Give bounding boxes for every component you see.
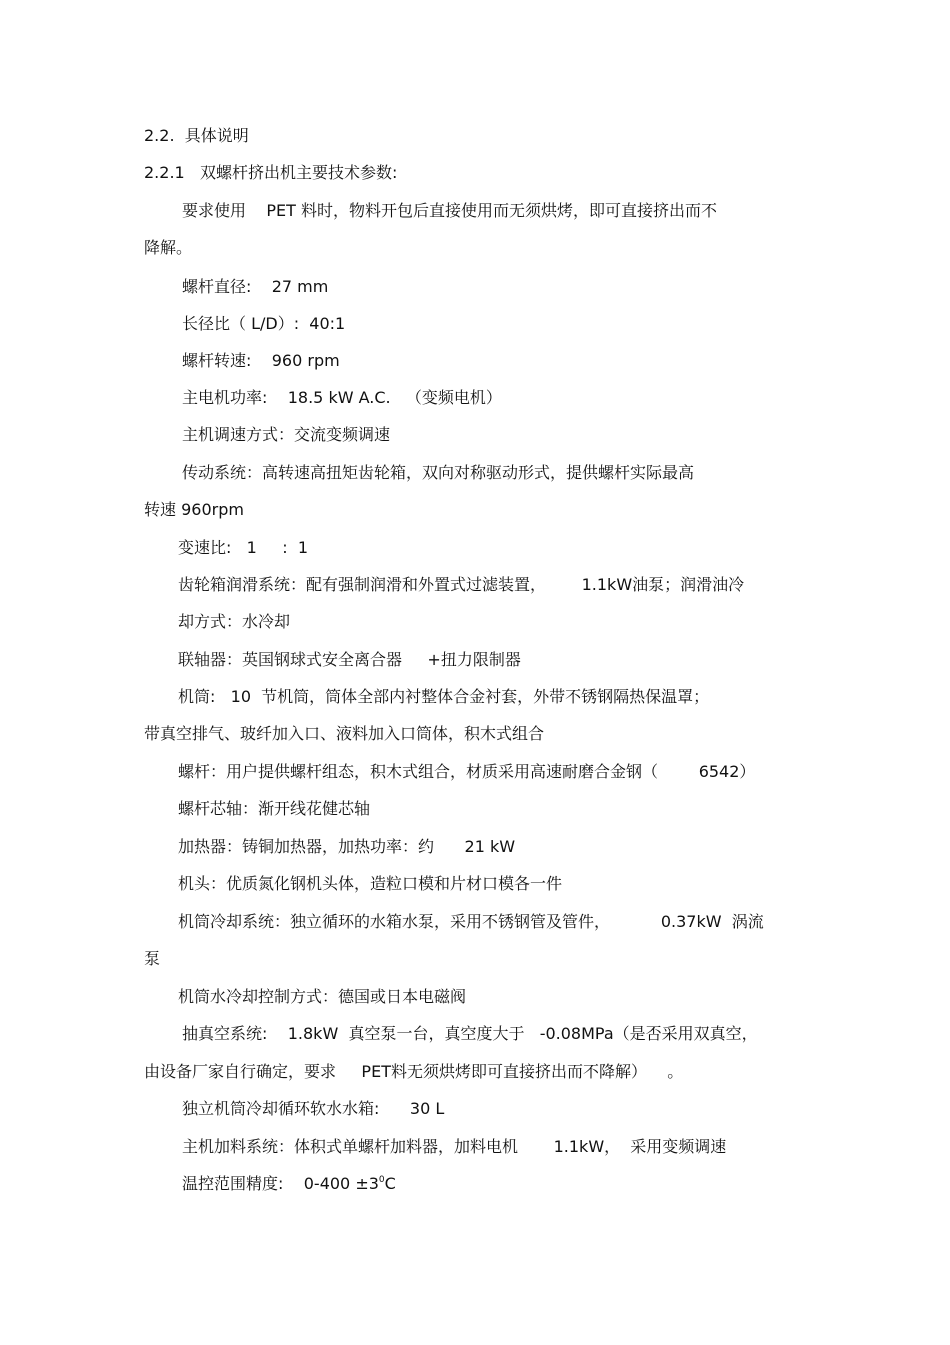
spec-main-motor: 主电机功率: 18.5 kW A.C. （变频电机） [182, 388, 502, 407]
spec-ld-ratio: 长径比（ L/D）: 40:1 [182, 314, 346, 333]
spec-screw-diameter: 螺杆直径: 27 mm [182, 277, 329, 296]
spec-gear-ratio: 变速比: 1 : 1 [178, 538, 309, 557]
spec-water-tank: 独立机筒冷却循环软水水箱: 30 L [182, 1099, 445, 1118]
spec-drive-line-1: 传动系统：高转速高扭矩齿轮箱，双向对称驱动形式，提供螺杆实际最高 [182, 463, 695, 482]
spec-coupling: 联轴器：英国钢球式安全离合器 +扭力限制器 [178, 650, 521, 669]
spec-vacuum-line-2: 由设备厂家自行确定，要求 PET料无须烘烤即可直接挤出而不降解） 。 [144, 1062, 684, 1081]
section-heading: 2.2. 具体说明 [144, 126, 249, 145]
spec-vacuum-line-1: 抽真空系统: 1.8kW 真空泵一台，真空度大于 -0.08MPa（是否采用双真空， [182, 1024, 758, 1043]
spec-temperature-degree: 0 [378, 1175, 385, 1185]
spec-temperature-unit: C [384, 1174, 396, 1193]
spec-speed-control: 主机调速方式：交流变频调速 [182, 425, 391, 444]
spec-feeding: 主机加料系统：体积式单螺杆加料器，加料电机 1.1kW， 采用变频调速 [182, 1137, 727, 1156]
spec-lubrication-line-2: 却方式：水冷却 [178, 612, 291, 631]
intro-line-2: 降解。 [144, 238, 193, 257]
spec-screw: 螺杆：用户提供螺杆组态，积木式组合，材质采用高速耐磨合金钢（ 6542） [178, 762, 756, 781]
spec-screw-speed: 螺杆转速: 960 rpm [182, 351, 340, 370]
spec-barrel-line-1: 机筒: 10 节机筒，筒体全部内衬整体合金衬套，外带不锈钢隔热保温罩； [178, 687, 710, 706]
spec-heater: 加热器：铸铜加热器，加热功率：约 21 kW [178, 837, 516, 856]
spec-lubrication-line-1: 齿轮箱润滑系统：配有强制润滑和外置式过滤装置， 1.1kW油泵；润滑油冷 [178, 575, 745, 594]
spec-screw-shaft: 螺杆芯轴：渐开线花健芯轴 [178, 799, 371, 818]
spec-barrel-line-2: 带真空排气、玻纤加入口、液料加入口筒体，积木式组合 [144, 724, 545, 743]
spec-die-head: 机头：优质氮化钢机头体，造粒口模和片材口模各一件 [178, 874, 563, 893]
intro-line-1: 要求使用 PET 料时，物料开包后直接使用而无须烘烤，即可直接挤出而不 [182, 201, 717, 220]
spec-water-cooling-control: 机筒水冷却控制方式：德国或日本电磁阀 [178, 987, 467, 1006]
subsection-heading: 2.2.1 双螺杆挤出机主要技术参数: [144, 163, 398, 182]
spec-barrel-cooling-line-1: 机筒冷却系统：独立循环的水箱水泵，采用不锈钢管及管件， 0.37kW 涡流 [178, 912, 764, 931]
spec-drive-line-2: 转速 960rpm [144, 500, 244, 519]
spec-temperature-prefix: 温控范围精度: 0-400 ±3 [182, 1174, 379, 1193]
spec-barrel-cooling-line-2: 泵 [144, 949, 161, 968]
spec-temperature-range [182, 1173, 396, 1195]
